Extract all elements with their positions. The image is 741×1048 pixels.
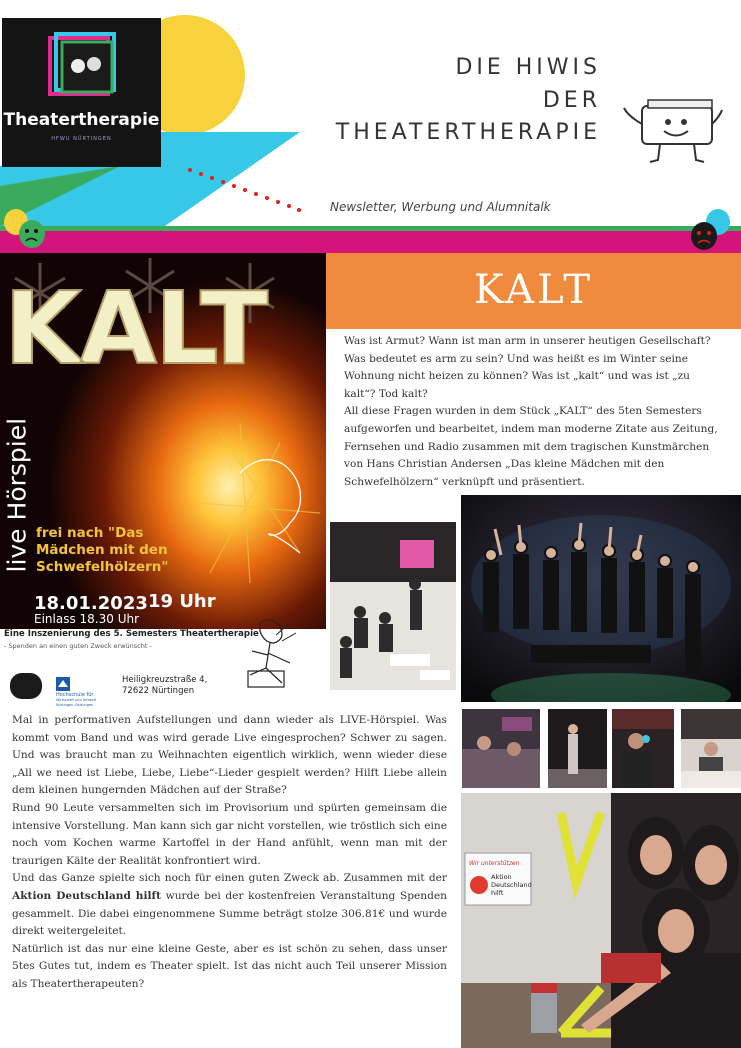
donation-sign-big: Aktion Deutschland hilft — [491, 873, 532, 897]
hochschule-logo-icon — [56, 677, 70, 691]
page-title-line-2: DER — [542, 88, 601, 113]
poster-subtitle-line-3: Schwefelhölzern" — [36, 559, 169, 575]
page-title-line-3: THEATERTHERAPIE — [335, 120, 601, 145]
poster-time: 19 Uhr — [148, 591, 216, 612]
photo-thumb-2-image — [548, 709, 607, 788]
theatre-mask-right-icon — [688, 206, 734, 252]
poster-address-line-1: Heiligkreuzstraße 4, — [122, 675, 208, 685]
photo-thumb-1 — [462, 709, 540, 788]
section-title: KALT — [473, 267, 594, 313]
photo-donation-group — [461, 793, 741, 1048]
poster-subtitle — [36, 525, 168, 576]
hochschule-line-1: Hochschule für — [56, 692, 94, 698]
section-heading-banner — [326, 253, 741, 329]
logo-text: Theatertherapie — [3, 110, 160, 130]
poster-title: KALT — [4, 270, 267, 387]
poster-footer — [0, 629, 326, 709]
poster-donation-note: - Spenden an einen guten Zweck erwünscht - — [4, 642, 152, 650]
poster-credit: Eine Inszenierung des 5. Semesters Theatertherapie — [4, 629, 259, 639]
intro-paragraph-2: All diese Fragen wurden in dem Stück „KALT“ des 5ten Semesters aufgeworfen und bearbeitet, indem man moderne Zitate aus Zeitung, Fernsehen und Radio zusammen mit dem tragischen Kunstmärchen von Hans Christian Andersen „Das kleine Mädchen mit den Schwefelhölzern“ verknüpft und präsentiert. — [344, 405, 718, 488]
poster-einlass: Einlass 18.30 Uhr — [34, 612, 140, 626]
mascot-icon — [620, 96, 725, 166]
logo-frames-icon — [42, 32, 122, 104]
photo-thumb-4 — [681, 709, 741, 788]
donation-sign-small: Wir unterstützen — [469, 860, 520, 867]
photo-stage-rehearsal-image — [330, 522, 456, 690]
photo-donation-group-image — [461, 793, 741, 1048]
article-paragraph-3-end: wurde bei der kostenfreien Veranstaltung Spenden gesammelt. Die dabei eingenommene Summe beträgt stolze 306.81€ und wurde direkt weitergeleitet. — [12, 889, 447, 938]
photo-thumb-2 — [548, 709, 607, 788]
photo-ensemble-bow — [461, 495, 741, 702]
article-paragraph-3-start: Und das Ganze spielte sich noch für einen guten Zweck ab. Zusammen mit der — [12, 872, 447, 885]
event-poster — [0, 253, 326, 629]
poster-address-line-2: 72622 Nürtingen — [122, 686, 195, 696]
poster-vertical-label: live Hörspiel — [2, 417, 32, 573]
photo-thumb-3 — [612, 709, 674, 788]
article-paragraph-2: Rund 90 Leute versammelten sich im Provisorium und spürten gemeinsam die intensive Vorstellung. Man kann sich gar nicht vorstellen, wie tröstlich sich eine noch vom Kochen warme Kartoffel in der Hand anfühlt, wenn man mit der traurigen Kälte der Realität konfrontiert wird. — [12, 801, 447, 867]
photo-ensemble-bow-image — [461, 495, 741, 702]
photo-stage-rehearsal — [330, 522, 456, 690]
page-title-line-1: DIE HIWIS — [455, 55, 601, 80]
hochschule-line-3: Nürtingen-Geislingen — [56, 703, 94, 707]
photo-thumb-3-image — [612, 709, 674, 788]
logo-subtitle: HFWU NÜRTINGEN — [51, 136, 112, 142]
article-text — [12, 712, 447, 994]
poster-date: 18.01.2023 — [34, 593, 148, 614]
photo-thumb-4-image — [681, 709, 741, 788]
aktion-deutschland-hilft-name: Aktion Deutschland hilft — [12, 889, 162, 902]
girl-sketch-icon — [230, 613, 310, 693]
intro-text — [344, 333, 724, 491]
article-paragraph-1: Mal in performativen Aufstellungen und dann wieder als LIVE-Hörspiel. Was kommt vom Band und was wird gerade Live eingesprochen? Schwer zu sagen. Und was braucht man zu Weihnachten eigentlich wirklich, wenn wieder diese „All we need ist Liebe, Liebe, Liebe“-Lieder gespielt werden? Hilft Liebe allein dem kleinen hungernden Mädchen auf der Straße? — [12, 714, 447, 797]
theatre-mask-left-icon — [2, 206, 48, 252]
intro-paragraph-1: Was ist Armut? Wann ist man arm in unserer heutigen Gesellschaft? Was bedeutet es arm zu sein? Und was heißt es im Winter seine Wohnung nicht heizen zu können? Was ist „kalt“ und was ist „zu kalt“? Tod kalt? — [344, 335, 711, 400]
header — [0, 0, 741, 253]
tagline: Newsletter, Werbung und Alumnitalk — [330, 200, 551, 214]
article-paragraph-3 — [12, 870, 447, 940]
article-paragraph-4: Natürlich ist das nur eine kleine Geste, aber es ist schön zu sehen, dass unser 5tes Gutes tut, indem es Theater spielt. Ist das nicht auch Teil unserer Mission als Theatertherapeuten? — [12, 942, 447, 990]
provisorium-logo — [10, 673, 42, 699]
poster-subtitle-line-2: Mädchen mit den — [36, 542, 168, 558]
hochschule-line-2: Wirtschaft und Umwelt — [56, 698, 97, 702]
logo — [2, 18, 161, 167]
poster-subtitle-line-1: frei nach "Das — [36, 525, 144, 541]
photo-thumb-1-image — [462, 709, 540, 788]
